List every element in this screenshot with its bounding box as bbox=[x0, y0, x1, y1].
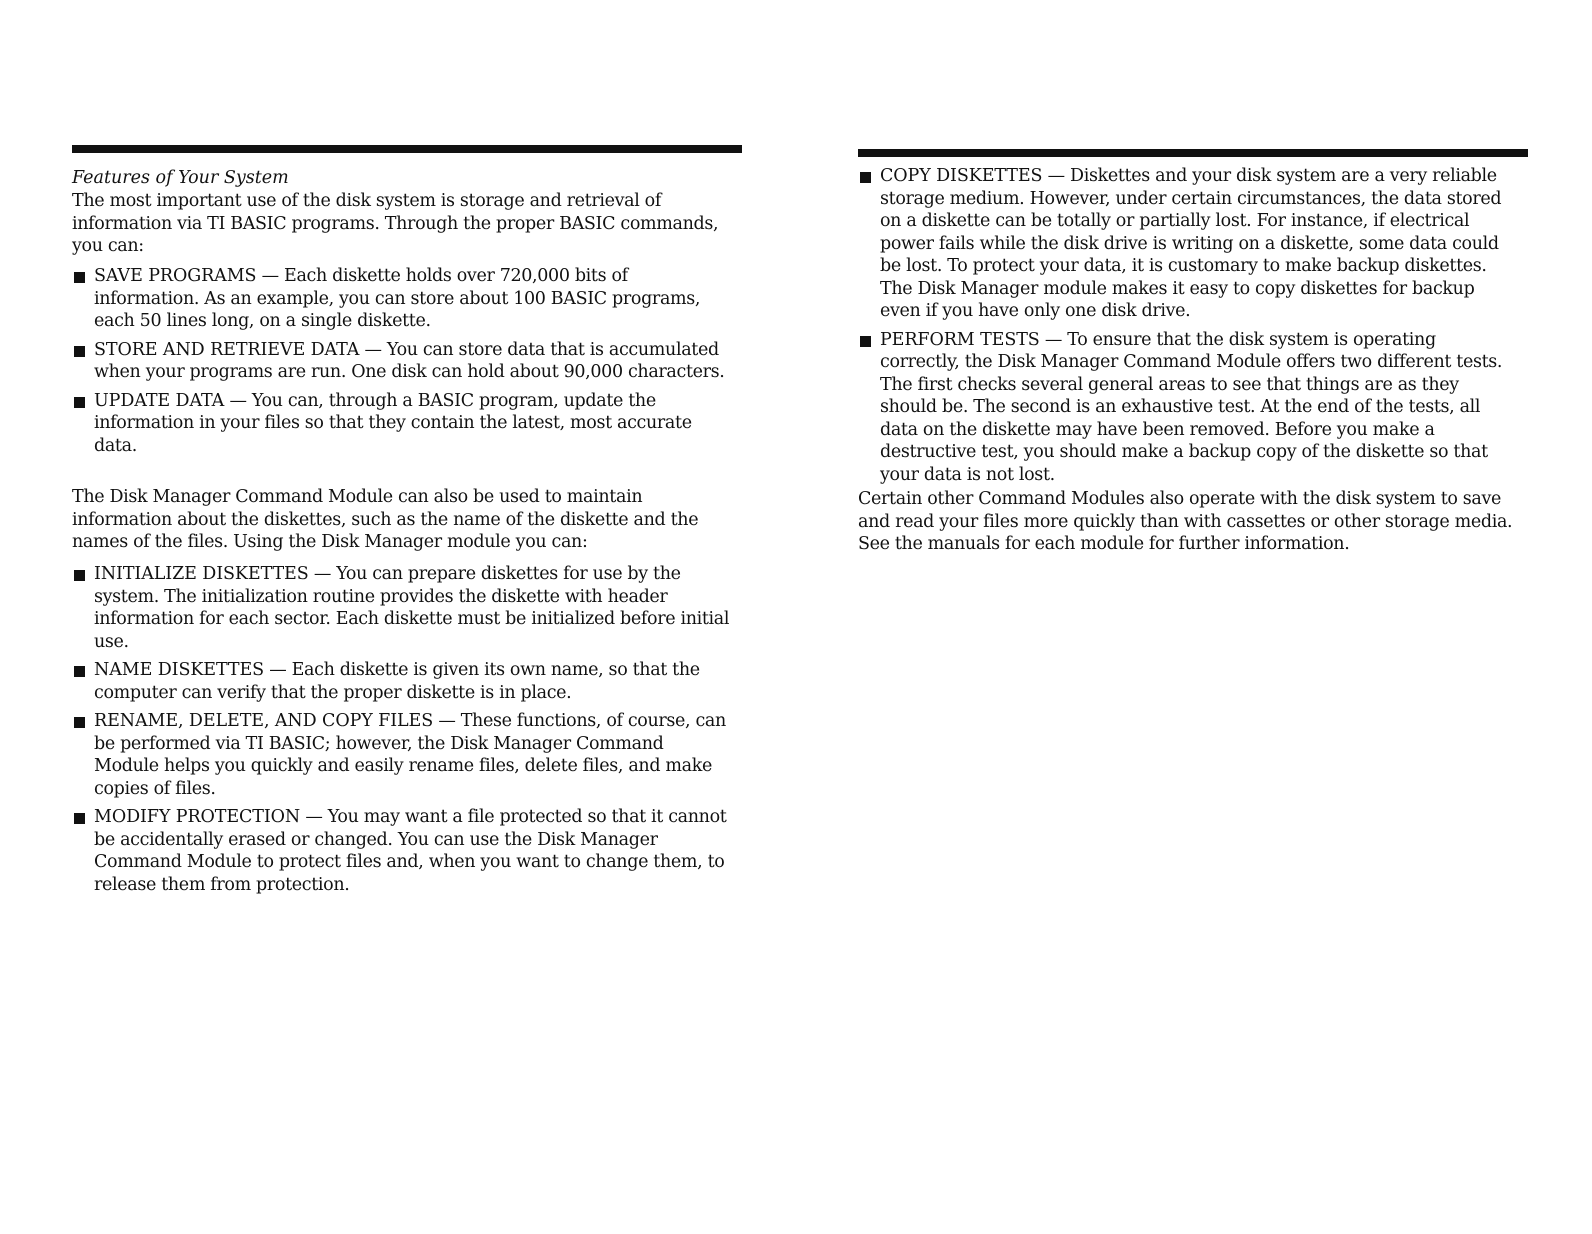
closing-block bbox=[858, 488, 1518, 556]
bullet-icon bbox=[860, 172, 871, 183]
disk-manager-features-list bbox=[72, 563, 732, 902]
feature-title: UPDATE DATA bbox=[94, 390, 225, 411]
feature-text: Diskettes and your disk system are a very reliable storage medium. However, under certain circumstances, the data stored on a diskette can be totally or partially lost. For instance, if electrical power fails while the disk drive is writing on a diskette, some data could be lost. To protect your data, it is customary to make backup diskettes. The Disk Manager module makes it easy to copy diskettes for backup even if you have only one disk drive. bbox=[880, 166, 1502, 321]
bullet-icon bbox=[860, 336, 871, 347]
feature-title: INITIALIZE DISKETTES bbox=[94, 564, 309, 584]
feature-title: SAVE PROGRAMS bbox=[94, 266, 257, 286]
feature-text: Each diskette is given its own name, so that the computer can verify that the proper diskette is in place. bbox=[94, 660, 700, 703]
feature-initialize-diskettes bbox=[72, 563, 732, 653]
dash-separator: — bbox=[313, 564, 337, 584]
feature-modify-protection bbox=[72, 806, 732, 896]
dash-separator: — bbox=[269, 660, 292, 680]
bullet-icon bbox=[74, 813, 85, 824]
feature-rename-delete-copy bbox=[72, 710, 732, 800]
dash-separator: — bbox=[261, 266, 285, 286]
feature-title: STORE AND RETRIEVE DATA bbox=[94, 339, 360, 360]
dash-separator: — bbox=[1044, 329, 1068, 350]
feature-title: MODIFY PROTECTION bbox=[94, 807, 301, 827]
feature-text: You may want a file protected so that it cannot be accidentally erased or changed. You can use the Disk Manager Command Module to protect files and, when you want to change them, to release them from protection. bbox=[94, 807, 727, 895]
feature-text: Each diskette holds over 720,000 bits of information. As an example, you can store about 100 BASIC programs, each 50 lines long, on a single diskette. bbox=[94, 266, 701, 331]
feature-name-diskettes bbox=[72, 659, 732, 704]
feature-text: You can store data that is accumulated when your programs are run. One disk can hold about 90,000 characters. bbox=[94, 339, 725, 382]
feature-text: To ensure that the disk system is operating correctly, the Disk Manager Command Module offers two different tests. The first checks several general areas to see that things are as they should be. The second is an exhaustive test. At the end of the tests, all data on the diskette may have been removed. Before you make a destructive test, you should make a backup copy of the diskette so that your data is not lost. bbox=[880, 329, 1503, 485]
feature-title: COPY DISKETTES bbox=[880, 166, 1043, 186]
feature-text: You can prepare diskettes for use by the system. The initialization routine provides the diskette with header information for each sector. Each diskette must be initialized before initial use. bbox=[94, 564, 730, 652]
right-features-list bbox=[858, 165, 1518, 492]
feature-title: PERFORM TESTS bbox=[880, 329, 1040, 350]
feature-title: NAME DISKETTES bbox=[94, 660, 265, 680]
section-heading: Features of Your System bbox=[72, 168, 289, 188]
intro-block bbox=[72, 190, 732, 258]
feature-update-data bbox=[72, 390, 732, 458]
feature-text: You can, through a BASIC program, update the information in your files so that they contain the latest, most accurate data. bbox=[94, 390, 692, 456]
dash-separator: — bbox=[229, 390, 252, 411]
closing-paragraph: Certain other Command Modules also operate with the disk system to save and read your files more quickly than with cassettes or other storage media. See the manuals for each module for further information. bbox=[858, 489, 1513, 554]
bullet-icon bbox=[74, 717, 85, 728]
bullet-icon bbox=[74, 346, 85, 357]
intro-paragraph: The most important use of the disk system is storage and retrieval of information via TI BASIC programs. Through the proper BASIC commands, you can: bbox=[72, 191, 719, 256]
bullet-icon bbox=[74, 397, 85, 408]
feature-perform-tests bbox=[858, 329, 1518, 487]
bullet-icon bbox=[74, 666, 85, 677]
feature-store-retrieve-data bbox=[72, 339, 732, 384]
bullet-icon bbox=[74, 570, 85, 581]
right-page-rule bbox=[858, 149, 1528, 157]
disk-manager-paragraph: The Disk Manager Command Module can also be used to maintain information about the diskettes, such as the name of the diskette and the names of the files. Using the Disk Manager module you can: bbox=[72, 487, 699, 552]
dash-separator: — bbox=[364, 339, 387, 360]
basic-features-list bbox=[72, 265, 732, 463]
feature-text: These functions, of course, can be performed via TI BASIC; however, the Disk Manager Command Module helps you quickly and easily rename files, delete files, and make copies of files. bbox=[94, 711, 726, 799]
dash-separator: — bbox=[305, 807, 328, 827]
feature-title: RENAME, DELETE, AND COPY FILES bbox=[94, 711, 434, 731]
bullet-icon bbox=[74, 272, 85, 283]
left-page-rule bbox=[72, 145, 742, 153]
disk-manager-block bbox=[72, 486, 732, 554]
dash-separator: — bbox=[1047, 166, 1071, 186]
dash-separator: — bbox=[438, 711, 461, 731]
feature-copy-diskettes bbox=[858, 165, 1518, 323]
feature-save-programs bbox=[72, 265, 732, 333]
